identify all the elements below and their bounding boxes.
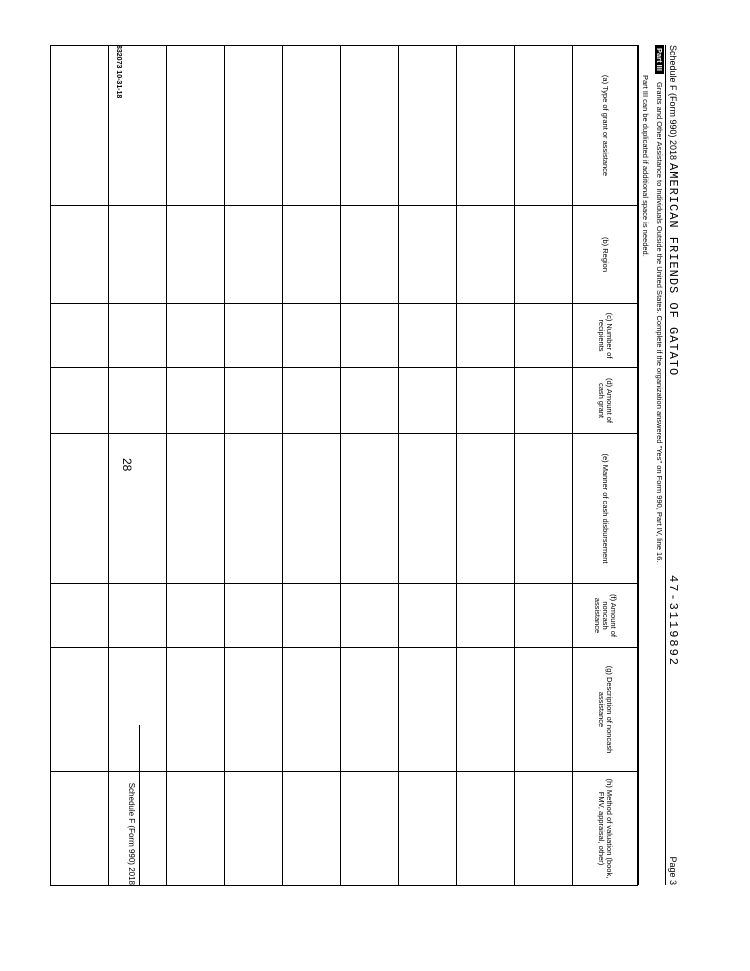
table-cell[interactable] <box>341 584 399 648</box>
table-cell[interactable] <box>283 434 341 584</box>
part-title: Grants and Other Assistance to Individuals Outside the United States. Complete if the organization answered "Yes" on Form 990, Part IV, line 16. <box>655 82 664 563</box>
table-cell[interactable] <box>399 772 457 886</box>
table-cell[interactable] <box>457 206 515 304</box>
col-amount-of-noncash: (f) Amount of noncash assistance <box>573 584 638 648</box>
col-method-of-valuation: (h) Method of valuation (book, FMV, appraisal, other) <box>573 772 638 886</box>
table-cell[interactable] <box>167 648 225 772</box>
table-cell[interactable] <box>167 206 225 304</box>
page-number: 28 <box>120 458 134 472</box>
table-cell[interactable] <box>515 584 573 648</box>
table-cell[interactable] <box>515 206 573 304</box>
table-cell[interactable] <box>109 584 167 648</box>
table-cell[interactable] <box>283 368 341 434</box>
table-cell[interactable] <box>225 304 283 368</box>
table-cell[interactable] <box>457 648 515 772</box>
table-cell[interactable] <box>225 434 283 584</box>
table-cell[interactable] <box>341 46 399 206</box>
table-cell[interactable] <box>225 584 283 648</box>
schedule-label: Schedule F (Form 990) 2018 <box>668 45 678 161</box>
table-cell[interactable] <box>457 772 515 886</box>
table-cell[interactable] <box>399 648 457 772</box>
col-type-of-grant: (a) Type of grant or assistance <box>573 46 638 206</box>
table-cell[interactable] <box>341 368 399 434</box>
table-cell[interactable] <box>51 772 109 886</box>
table-row <box>109 46 167 886</box>
table-cell[interactable] <box>341 648 399 772</box>
table-cell[interactable] <box>167 772 225 886</box>
table-row <box>341 46 399 886</box>
table-row <box>283 46 341 886</box>
table-row <box>51 46 109 886</box>
table-cell[interactable] <box>167 368 225 434</box>
table-cell[interactable] <box>515 772 573 886</box>
table-cell[interactable] <box>341 772 399 886</box>
table-cell[interactable] <box>51 368 109 434</box>
header-rule <box>665 45 666 885</box>
table-cell[interactable] <box>283 772 341 886</box>
table-cell[interactable] <box>283 648 341 772</box>
table-cell[interactable] <box>457 46 515 206</box>
table-cell[interactable] <box>225 368 283 434</box>
table-cell[interactable] <box>167 434 225 584</box>
duplicate-note: Part III can be duplicated if additional space is needed. <box>641 75 650 257</box>
form-code: 832073 10-31-18 <box>115 45 122 99</box>
table-cell[interactable] <box>457 368 515 434</box>
table-cell[interactable] <box>399 206 457 304</box>
col-amount-of-cash-grant: (d) Amount of cash grant <box>573 368 638 434</box>
table-cell[interactable] <box>515 434 573 584</box>
table-cell[interactable] <box>341 434 399 584</box>
table-cell[interactable] <box>283 304 341 368</box>
col-manner-of-disbursement: (e) Manner of cash disbursement <box>573 434 638 584</box>
col-region: (b) Region <box>573 206 638 304</box>
table-cell[interactable] <box>51 584 109 648</box>
table-row <box>167 46 225 886</box>
table-cell[interactable] <box>167 304 225 368</box>
table-cell[interactable] <box>341 304 399 368</box>
table-cell[interactable] <box>109 304 167 368</box>
table-cell[interactable] <box>167 584 225 648</box>
col-description-of-noncash: (g) Description of noncash assistance <box>573 648 638 772</box>
table-cell[interactable] <box>51 206 109 304</box>
table-cell[interactable] <box>283 46 341 206</box>
table-cell[interactable] <box>51 648 109 772</box>
footer-schedule-label: Schedule F (Form 990) 2018 <box>127 782 136 885</box>
table-row <box>457 46 515 886</box>
col-number-of-recipients: (c) Number of recipients <box>573 304 638 368</box>
table-cell[interactable] <box>283 206 341 304</box>
table-cell[interactable] <box>225 772 283 886</box>
table-cell[interactable] <box>399 434 457 584</box>
table-cell[interactable] <box>109 206 167 304</box>
section-rule <box>638 45 639 885</box>
table-row <box>515 46 573 886</box>
table-cell[interactable] <box>515 648 573 772</box>
ein-number: 47-3119892 <box>666 575 680 668</box>
table-cell[interactable] <box>225 648 283 772</box>
table-cell[interactable] <box>225 206 283 304</box>
table-cell[interactable] <box>51 304 109 368</box>
table-cell[interactable] <box>515 368 573 434</box>
table-cell[interactable] <box>109 434 167 584</box>
header-line <box>666 45 680 885</box>
table-cell[interactable] <box>515 46 573 206</box>
form-header <box>638 45 682 885</box>
table-row <box>225 46 283 886</box>
table-row <box>399 46 457 886</box>
footer-rule <box>139 725 140 885</box>
table-header-row <box>573 46 638 886</box>
organization-name: AMERICAN FRIENDS OF GATATO <box>666 163 680 377</box>
table-cell[interactable] <box>109 368 167 434</box>
table-cell[interactable] <box>399 304 457 368</box>
table-cell[interactable] <box>457 434 515 584</box>
table-cell[interactable] <box>51 46 109 206</box>
table-cell[interactable] <box>515 304 573 368</box>
table-cell[interactable] <box>457 304 515 368</box>
table-cell[interactable] <box>109 772 167 886</box>
table-cell[interactable] <box>399 46 457 206</box>
table-cell[interactable] <box>341 206 399 304</box>
table-cell[interactable] <box>399 584 457 648</box>
table-cell[interactable] <box>167 46 225 206</box>
part-tag: Part III <box>655 45 664 74</box>
part-title-row <box>652 45 664 885</box>
table-cell[interactable] <box>457 584 515 648</box>
table-cell[interactable] <box>51 434 109 584</box>
page-label: Page 3 <box>668 856 678 885</box>
table-cell[interactable] <box>283 584 341 648</box>
table-cell[interactable] <box>399 368 457 434</box>
table-cell[interactable] <box>109 648 167 772</box>
rotated-form <box>82 45 682 885</box>
table-cell[interactable] <box>225 46 283 206</box>
